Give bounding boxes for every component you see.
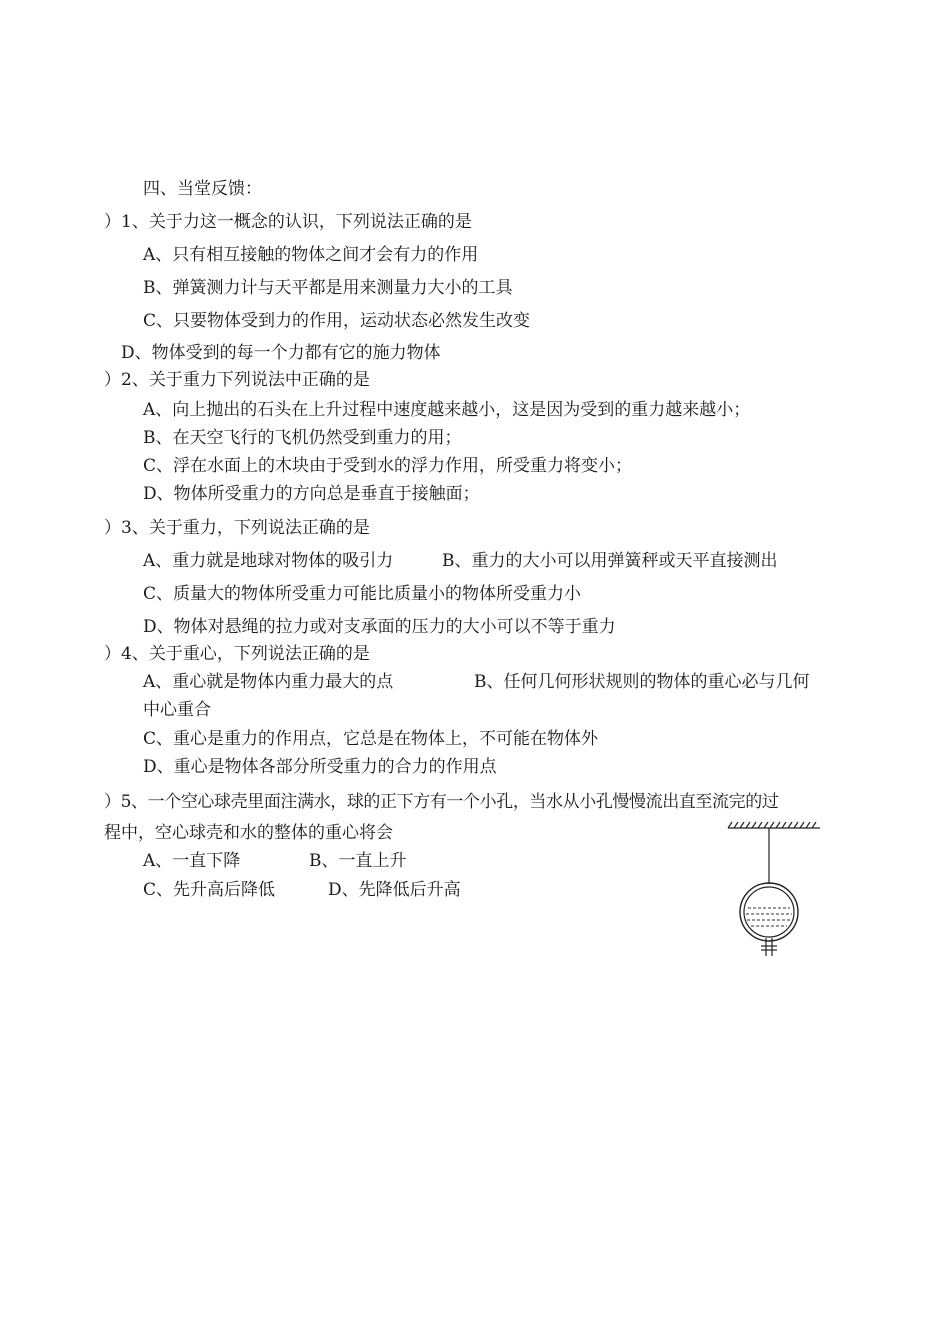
question-4-stem: ）4、关于重心，下列说法正确的是 — [104, 644, 370, 664]
question-1-option-d: D、物体受到的每一个力都有它的施力物体 — [121, 343, 441, 363]
hollow-sphere — [740, 883, 798, 941]
question-4-option-d: D、重心是物体各部分所受重力的合力的作用点 — [143, 757, 497, 777]
question-4-option-b-line2: 中心重合 — [143, 700, 211, 720]
question-1-option-b: B、弹簧测力计与天平都是用来测量力大小的工具 — [143, 278, 513, 298]
ceiling-support — [728, 822, 820, 828]
question-2-stem: ）2、关于重力下列说法中正确的是 — [104, 370, 370, 390]
question-4-option-b-line1: B、任何几何形状规则的物体的重心必与几何 — [474, 672, 810, 692]
question-2-option-d: D、物体所受重力的方向总是垂直于接触面； — [143, 484, 480, 504]
water-level-lines — [746, 908, 792, 926]
question-2-option-a: A、向上抛出的石头在上升过程中速度越来越小，这是因为受到的重力越来越小； — [143, 400, 751, 420]
question-5-stem-line2: 程中，空心球壳和水的整体的重心将会 — [104, 823, 393, 843]
section-title: 四、当堂反馈： — [143, 179, 262, 199]
question-5-option-b: B、一直上升 — [309, 851, 407, 871]
hanging-sphere-diagram — [724, 820, 824, 962]
question-2-option-b: B、在天空飞行的飞机仍然受到重力的用； — [143, 428, 462, 448]
question-3-option-b: B、重力的大小可以用弹簧秤或天平直接测出 — [442, 551, 778, 571]
question-4-option-a: A、重心就是物体内重力最大的点 — [143, 672, 394, 692]
question-4-option-c: C、重心是重力的作用点，它总是在物体上，不可能在物体外 — [143, 729, 599, 749]
question-3-option-a: A、重力就是地球对物体的吸引力 — [143, 551, 394, 571]
question-3-option-d: D、物体对悬绳的拉力或对支承面的压力的大小可以不等于重力 — [143, 617, 616, 637]
question-1-option-a: A、只有相互接触的物体之间才会有力的作用 — [143, 245, 479, 265]
question-2-option-c: C、浮在水面上的木块由于受到水的浮力作用，所受重力将变小； — [143, 456, 633, 476]
question-1-stem: ）1、关于力这一概念的认识，下列说法正确的是 — [104, 212, 472, 232]
question-3-stem: ）3、关于重力，下列说法正确的是 — [104, 518, 370, 538]
question-5-option-a: A、一直下降 — [143, 851, 241, 871]
question-1-option-c: C、只要物体受到力的作用，运动状态必然发生改变 — [143, 311, 531, 331]
question-5-stem-line1: ）5、一个空心球壳里面注满水，球的正下方有一个小孔，当水从小孔慢慢流出直至流完的过 — [104, 792, 779, 812]
question-5-option-c: C、先升高后降低 — [143, 880, 276, 900]
question-5-option-d: D、先降低后升高 — [328, 880, 461, 900]
question-3-option-c: C、质量大的物体所受重力可能比质量小的物体所受重力小 — [143, 584, 582, 604]
